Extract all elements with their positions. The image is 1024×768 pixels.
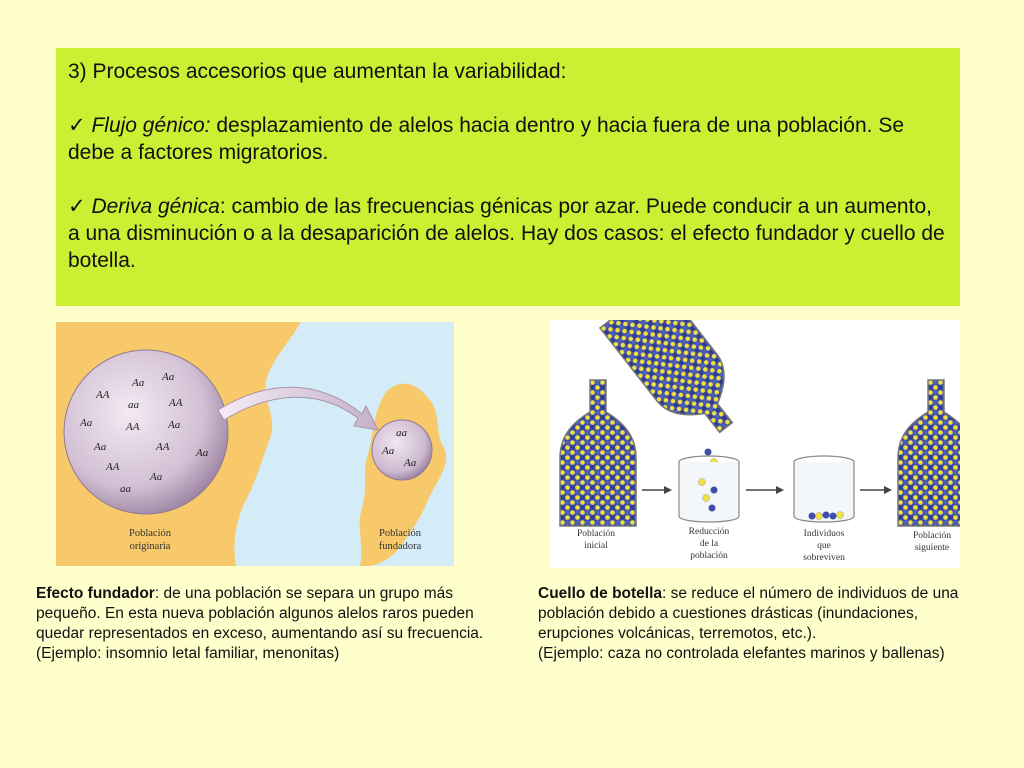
genotype: aa [128, 399, 139, 411]
label-founder-line2: fundadora [378, 541, 422, 552]
label-survivors-line1: Individuos [803, 529, 845, 539]
section-title: 3) Procesos accesorios que aumentan la variabilidad: [68, 60, 567, 83]
label-initial-line1: Población [577, 529, 615, 539]
genotype: AA [169, 397, 183, 409]
bullet-gene-flow [68, 112, 946, 166]
founder-text: : de una población se separa un grupo más pequeño. En esta nueva población algunos alelos raros pueden quedar representados en exceso, aumentando así su frecuencia. [36, 585, 484, 642]
initial-bottle [560, 380, 636, 526]
label-reduction-line1: Reducción [688, 527, 730, 537]
genotype: AA [126, 421, 140, 433]
term-gene-flow: Flujo génico: [91, 114, 211, 137]
genotype: Aa [404, 457, 417, 469]
bottleneck-term: Cuello de botella [538, 585, 663, 602]
survivors-cup [794, 456, 854, 522]
genotype: Aa [132, 377, 145, 389]
genotype: aa [396, 427, 407, 439]
definitions-box [56, 48, 960, 306]
founder-effect-caption [36, 584, 506, 664]
founder-effect-svg [56, 322, 454, 566]
arrow-2 [746, 486, 784, 494]
founder-term: Efecto fundador [36, 585, 155, 602]
bottleneck-figure [550, 320, 960, 568]
term-genetic-drift: Deriva génica [91, 195, 220, 218]
arrow-3 [860, 486, 892, 494]
label-reduction-line3: población [690, 551, 728, 561]
label-founder-line1: Población [379, 528, 421, 539]
genotype: AA [106, 461, 120, 473]
bottleneck-example: (Ejemplo: caza no controlada elefantes marinos y ballenas) [538, 645, 945, 662]
genotype: Aa [94, 441, 107, 453]
arrow-1 [642, 486, 672, 494]
text-genetic-drift: : cambio de las frecuencias génicas por azar. Puede conducir a un aumento, a una disminución o a la desaparición de alelos. Hay dos casos: el efecto fundador y cuello de botella. [68, 195, 945, 272]
bottleneck-svg [550, 320, 960, 568]
genotype: Aa [80, 417, 93, 429]
genotype: Aa [150, 471, 163, 483]
label-reduction-line2: de la [699, 539, 719, 549]
original-population-circle [64, 350, 228, 514]
genotype: AA [156, 441, 170, 453]
genotype: Aa [196, 447, 209, 459]
label-original-line1: Población [129, 528, 171, 539]
label-survivors-line3: sobreviven [803, 553, 845, 563]
next-bottle [898, 380, 960, 526]
label-survivors-line2: que [817, 541, 831, 551]
bottleneck-caption [538, 584, 988, 664]
label-next-line1: Población [913, 531, 951, 541]
genotype: Aa [382, 445, 395, 457]
label-original-line2: originaria [129, 541, 171, 552]
founder-example: (Ejemplo: insomnio letal familiar, menonitas) [36, 645, 340, 662]
text-gene-flow: desplazamiento de alelos hacia dentro y hacia fuera de una población. Se debe a factores migratorios. [68, 114, 905, 164]
check-icon: ✓ [68, 195, 86, 218]
bullet-genetic-drift [68, 193, 946, 274]
check-icon: ✓ [68, 114, 86, 137]
genotype: AA [96, 389, 110, 401]
founder-effect-figure [56, 322, 454, 566]
genotype: aa [120, 483, 131, 495]
bottleneck-text: : se reduce el número de individuos de una población debido a cuestiones drásticas (inundaciones, erupciones volcánicas, terremotos, etc.). [538, 585, 959, 642]
reduction-cup [679, 456, 739, 522]
genotype: Aa [162, 371, 175, 383]
genotype: Aa [168, 419, 181, 431]
label-initial-line2: inicial [584, 541, 608, 551]
label-next-line2: siguiente [914, 543, 950, 553]
